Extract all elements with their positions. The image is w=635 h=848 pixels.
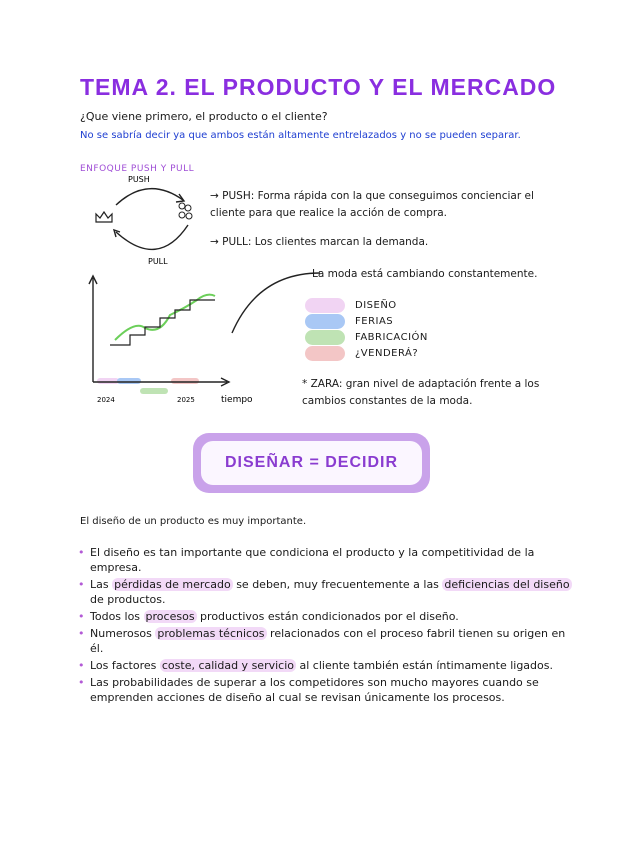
trend-line [115, 295, 215, 340]
legend-label-diseno: DISEÑO [355, 300, 397, 311]
push-label: PUSH [128, 175, 150, 184]
bullet-text: relacionados con el proceso fabril tienen su origen en él. [90, 627, 566, 655]
answer: No se sabría decir ya que ambos están altamente entrelazados y no se pueden separar. [80, 130, 521, 141]
bullet-item [78, 577, 578, 607]
diseno-band [97, 378, 119, 384]
bullet-item [78, 545, 578, 575]
banner-text: DISEÑAR = DECIDIR [201, 441, 422, 485]
bullet-list [78, 545, 578, 707]
legend-label-fabricacion: FABRICACIÓN [355, 332, 428, 343]
x-start-label: 2024 [97, 396, 115, 404]
highlighted-text: procesos [145, 610, 195, 623]
x-end-label: 2025 [177, 396, 195, 404]
bullet-text: Los factores [90, 659, 160, 672]
bullet-text: productivos están condicionados por el diseño. [196, 610, 459, 623]
bullet-text: al cliente también están íntimamente ligados. [296, 659, 553, 672]
page-title: TEMA 2. EL PRODUCTO Y EL MERCADO [80, 74, 557, 100]
legend-swatch-fabricacion [305, 330, 345, 345]
intro-text: El diseño de un producto es muy importante. [80, 516, 307, 527]
legend-swatch-ferias [305, 314, 345, 329]
legend-label-vendera: ¿VENDERÁ? [355, 348, 419, 359]
fabricacion-band [140, 388, 168, 394]
bullet-text: se deben, muy frecuentemente a las [232, 578, 443, 591]
pull-arrow [116, 225, 188, 249]
pull-note: → PULL: Los clientes marcan la demanda. [210, 236, 429, 248]
steps-path [110, 300, 215, 345]
ferias-band [117, 378, 141, 384]
bullet-item [78, 675, 578, 705]
section-heading: ENFOQUE PUSH Y PULL [80, 164, 195, 174]
highlighted-text: deficiencias del diseño [444, 578, 570, 591]
bullet-text: Las probabilidades de superar a los competidores son mucho mayores cuando se emprenden acciones de diseño al cual se revisan únicamente los procesos. [90, 676, 539, 704]
banner [193, 433, 430, 493]
zara-note: * ZARA: gran nivel de adaptación frente a los cambios constantes de la moda. [302, 378, 540, 407]
vendera-band [171, 378, 199, 384]
highlighted-text: problemas técnicos [157, 627, 265, 640]
bullet-text: El diseño es tan importante que condiciona el producto y la competitividad de la empresa. [90, 546, 535, 574]
highlighted-text: pérdidas de mercado [114, 578, 231, 591]
x-axis-label: tiempo [221, 395, 253, 405]
customers-icon [179, 203, 192, 219]
highlighted-text: coste, calidad y servicio [161, 659, 294, 672]
moda-note: La moda está cambiando constantemente. [312, 268, 538, 280]
bullet-text: Todos los [90, 610, 144, 623]
bullet-text: Las [90, 578, 113, 591]
legend-swatch-vendera [305, 346, 345, 361]
bullet-item [78, 658, 578, 673]
factory-icon [96, 212, 112, 222]
bullet-item [78, 609, 578, 624]
bullet-text: de productos. [90, 593, 166, 606]
legend-label-ferias: FERIAS [355, 316, 394, 327]
question: ¿Que viene primero, el producto o el cliente? [80, 110, 328, 123]
push-pull-cycle-diagram [88, 170, 208, 270]
push-note: → PUSH: Forma rápida con la que conseguimos concienciar el cliente para que realice la acción de compra. [210, 190, 534, 219]
push-arrow [116, 189, 183, 205]
legend-swatch-diseno [305, 298, 345, 313]
bullet-item [78, 626, 578, 656]
pull-label: PULL [148, 257, 168, 266]
bullet-text: Numerosos [90, 627, 156, 640]
